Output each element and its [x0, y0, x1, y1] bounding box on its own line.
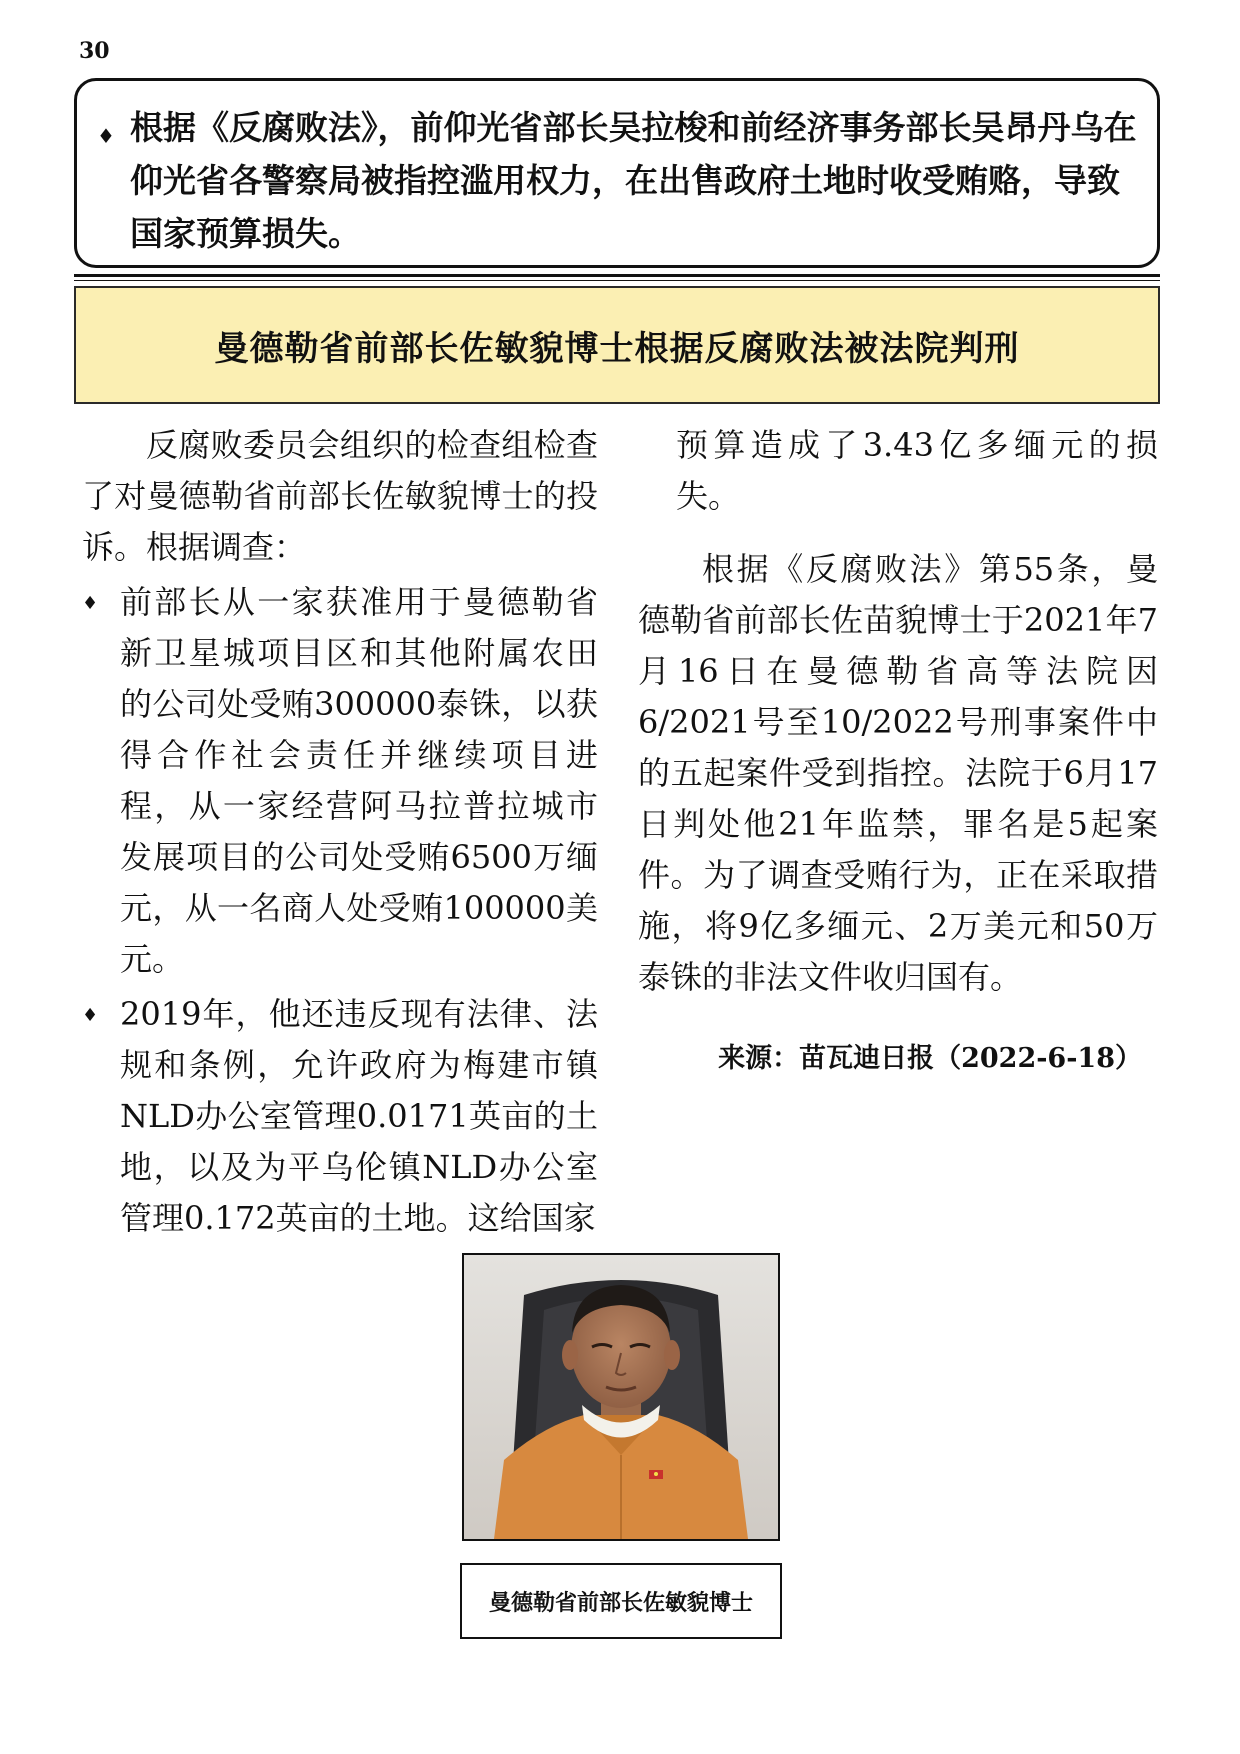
diamond-bullet-icon: ♦	[82, 593, 99, 614]
finding-text: 前部长从一家获准用于曼德勒省新卫星城项目区和其他附属农田的公司处受贿300000泰铢，以获得合作社会责任并继续项目进程，从一家经营阿马拉普拉城市发展项目的公司处受贿6500万缅元，从一名商人处受贿100000美元。	[120, 583, 598, 978]
photo-caption-box	[460, 1563, 782, 1639]
findings-list	[82, 577, 598, 1244]
headline-banner	[74, 286, 1160, 404]
source-citation: 来源：苗瓦迪日报（2022-6-18）	[718, 1043, 1142, 1074]
divider-rule	[74, 274, 1160, 277]
portrait-photo	[462, 1253, 780, 1541]
article-left-column	[82, 420, 598, 1248]
summary-box	[74, 78, 1160, 268]
verdict-paragraph: 根据《反腐败法》第55条，曼德勒省前部长佐苗貌博士于2021年7月16日在曼德勒省高等法院因6/2021号至10/2022号刑事案件中的五起案件受到指控。法院于6月17日判处他21年监禁，罪名是5起案件。为了调查受贿行为，正在采取措施，将9亿多缅元、2万美元和50万泰铢的非法文件收归国有。	[638, 550, 1158, 996]
continuation-paragraph: 预算造成了3.43亿多缅元的损失。	[676, 426, 1158, 515]
list-item	[82, 989, 598, 1244]
intro-paragraph: 反腐败委员会组织的检查组检查了对曼德勒省前部长佐敏貌博士的投诉。根据调查：	[82, 426, 598, 566]
list-item	[82, 577, 598, 985]
portrait-illustration	[464, 1255, 778, 1539]
article-headline: 曼德勒省前部长佐敏貌博士根据反腐败法被法院判刑	[214, 328, 1020, 369]
diamond-bullet-icon: ♦	[97, 124, 115, 148]
diamond-bullet-icon: ♦	[82, 1005, 99, 1026]
photo-caption: 曼德勒省前部长佐敏貌博士	[488, 1589, 753, 1616]
divider-rule-thin	[74, 280, 1160, 281]
article-right-column	[638, 420, 1158, 1084]
summary-text: 根据《反腐败法》，前仰光省部长吴拉梭和前经济事务部长吴昂丹乌在仰光省各警察局被指控滥用权力，在出售政府土地时收受贿赂，导致国家预算损失。	[130, 108, 1137, 253]
finding-text: 2019年，他还违反现有法律、法规和条例，允许政府为梅建市镇NLD办公室管理0.0171英亩的土地，以及为平乌伦镇NLD办公室管理0.172英亩的土地。这给国家	[120, 995, 598, 1237]
page-number: 30	[79, 38, 110, 64]
